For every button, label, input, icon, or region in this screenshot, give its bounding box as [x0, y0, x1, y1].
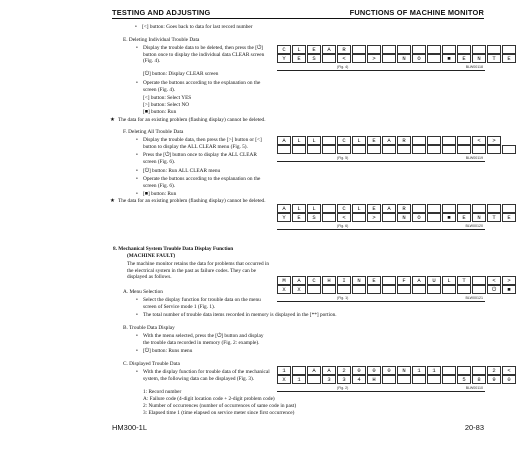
bullet-operate-buttons: • Operate the buttons according to the explanation on the screen (Fig. 4).: [143, 80, 271, 93]
lcd-cell: [382, 54, 396, 63]
lcd-cell: ■: [502, 285, 516, 294]
lcd-cell: 0: [367, 366, 381, 375]
lcd-cell: ■: [442, 213, 456, 222]
lcd-cell: 1: [292, 375, 306, 384]
lcd-cell: R: [337, 45, 351, 54]
lcd-cell: [427, 213, 441, 222]
lcd-figure-2: [277, 366, 511, 392]
lcd-cell: N: [397, 213, 411, 222]
lcd-cell: F: [397, 276, 411, 285]
lcd-cell: [457, 366, 471, 375]
lcd-cell: N: [397, 54, 411, 63]
clear-screen-note: [⏻] button: Display CLEAR screen: [143, 71, 219, 77]
lcd-cell: 0: [382, 366, 396, 375]
lcd-cell: T: [487, 54, 501, 63]
lcd-cell: [382, 375, 396, 384]
page-header: [112, 6, 484, 19]
item-occurrences: 2: Number of occurrences (number of occurrences of same code in past): [143, 403, 297, 409]
lcd-cell: [382, 145, 396, 154]
lcd-cell: [322, 213, 336, 222]
lcd-cell: 5: [457, 375, 471, 384]
figure-label: (Fig. 6): [337, 224, 349, 228]
lcd-row: [277, 136, 496, 144]
lcd-cell: A: [292, 276, 306, 285]
lcd-cell: [427, 204, 441, 213]
lcd-cell: ■: [442, 54, 456, 63]
lcd-cell: 1: [277, 366, 291, 375]
section-8-body: The machine monitor retains the data for problems that occurred in the electrical system in the past as failure codes. They can be displayed as follows.: [127, 261, 270, 281]
lcd-cell: [382, 45, 396, 54]
lcd-cell: R: [397, 136, 411, 145]
lcd-cell: [337, 145, 351, 154]
lcd-cell: A: [412, 276, 426, 285]
lcd-cell: [292, 145, 306, 154]
lcd-cell: <: [502, 366, 516, 375]
lcd-cell: [292, 366, 306, 375]
lcd-cell: E: [292, 54, 306, 63]
lcd-cell: X: [292, 285, 306, 294]
lcd-cell: [427, 375, 441, 384]
lcd-cell: [502, 145, 516, 154]
lcd-cell: [427, 54, 441, 63]
lcd-cell: 3: [322, 375, 336, 384]
lcd-cell: L: [352, 136, 366, 145]
lcd-cell: [502, 45, 516, 54]
lcd-cell: Y: [277, 54, 291, 63]
lcd-cell: E: [367, 204, 381, 213]
section-a-title: A. Menu Selection: [123, 289, 163, 295]
lcd-cell: 8: [472, 375, 486, 384]
lcd-cell: [367, 145, 381, 154]
figure-caption: [277, 222, 485, 229]
lcd-cell: [307, 145, 321, 154]
bullet-displayed-data: • With the display function for trouble data of the mechanical system, the following data can be displayed (Fig. 3).: [143, 369, 271, 382]
lcd-cell: A: [277, 136, 291, 145]
lcd-cell: [442, 136, 456, 145]
lcd-cell: [352, 54, 366, 63]
lcd-cell: Y: [277, 213, 291, 222]
lcd-row: [277, 45, 485, 53]
bullet-back-button: • [<] button: Goes back to data for last record number: [142, 24, 253, 31]
lcd-cell: L: [292, 136, 306, 145]
lcd-cell: [412, 145, 426, 154]
figure-code: BLW00118: [465, 65, 483, 69]
lcd-figure-1: [277, 276, 511, 302]
lcd-cell: T: [457, 276, 471, 285]
lcd-cell: [412, 285, 426, 294]
lcd-cell: >: [367, 54, 381, 63]
lcd-cell: A: [322, 45, 336, 54]
lcd-cell: R: [397, 204, 411, 213]
lcd-cell: 9: [487, 375, 501, 384]
lcd-cell: [487, 145, 501, 154]
lcd-cell: E: [457, 213, 471, 222]
lcd-cell: A: [277, 204, 291, 213]
lcd-cell: [442, 145, 456, 154]
figure-caption: [277, 63, 485, 70]
lcd-cell: [472, 366, 486, 375]
footer-page-number: 20-83: [464, 423, 484, 432]
lcd-figure-6: [277, 204, 511, 230]
lcd-cell: [307, 285, 321, 294]
lcd-cell: 2: [487, 366, 501, 375]
lcd-cell: A: [382, 136, 396, 145]
lcd-cell: [442, 45, 456, 54]
bullet-all-clear-menu: • Display the trouble data, then press the [>] button or [<] button to display the ALL CLEAR menu (Fig. 5).: [143, 137, 271, 150]
lcd-cell: A: [307, 366, 321, 375]
bullet-trouble-display: • With the menu selected, press the [⏻] button and display the trouble data recorded in memory (Fig. 2: example).: [143, 333, 271, 346]
lcd-cell: C: [337, 204, 351, 213]
lcd-cell: [442, 375, 456, 384]
lcd-cell: L: [352, 204, 366, 213]
lcd-cell: [427, 45, 441, 54]
lcd-cell: <: [337, 213, 351, 222]
lcd-cell: [307, 375, 321, 384]
lcd-cell: [427, 136, 441, 145]
lcd-cell: [397, 375, 411, 384]
section-e-title: E. Deleting Individual Trouble Data: [123, 37, 200, 43]
section-8-title: 8. Mechanical System Trouble Data Display Function: [113, 246, 234, 252]
lcd-cell: N: [472, 213, 486, 222]
lcd-cell: <: [487, 276, 501, 285]
lcd-cell: [367, 45, 381, 54]
lcd-cell: >: [487, 136, 501, 145]
lcd-cell: [352, 213, 366, 222]
figure-code: BLW00121: [465, 296, 483, 300]
bullet-display-delete: • Display the trouble data to be deleted, then press the [⏻] button once to display the individual data CLEAR screen (Fig. 4).: [143, 45, 271, 65]
lcd-cell: E: [367, 276, 381, 285]
lcd-cell: L: [307, 136, 321, 145]
lcd-cell: [337, 285, 351, 294]
lcd-cell: M: [277, 276, 291, 285]
lcd-cell: [322, 136, 336, 145]
figure-caption: [277, 384, 485, 391]
lcd-cell: E: [307, 45, 321, 54]
lcd-figure-5: [277, 136, 496, 162]
lcd-cell: H: [367, 375, 381, 384]
lcd-cell: [427, 145, 441, 154]
lcd-cell: [322, 204, 336, 213]
lcd-cell: [457, 45, 471, 54]
lcd-cell: N: [352, 276, 366, 285]
lcd-cell: S: [307, 213, 321, 222]
run-note: [■] button: Run: [143, 109, 177, 115]
lcd-cell: A: [382, 204, 396, 213]
figure-code: BLW00119: [465, 156, 483, 160]
lcd-cell: [277, 145, 291, 154]
lcd-row: [277, 204, 485, 212]
lcd-cell: E: [502, 213, 516, 222]
bullet-runs-menu: • [⏻] button: Runs menu: [143, 348, 192, 355]
lcd-cell: [412, 136, 426, 145]
section-b-title: B. Trouble Data Display: [123, 325, 175, 331]
lcd-cell: I: [337, 276, 351, 285]
lcd-cell: N: [397, 366, 411, 375]
lcd-cell: [352, 145, 366, 154]
lcd-cell: [472, 204, 486, 213]
lcd-row: [277, 54, 511, 62]
lcd-cell: L: [292, 45, 306, 54]
lcd-cell: [502, 204, 516, 213]
lcd-cell: [442, 204, 456, 213]
lcd-row: [277, 285, 511, 293]
bullet-menu-select: • Select the display function for trouble data on the menu screen of Service mode 1 (Fig. 1).: [143, 297, 271, 310]
lcd-cell: [472, 285, 486, 294]
header-chapter-title: FUNCTIONS OF MACHINE MONITOR: [349, 8, 484, 17]
lcd-cell: >: [502, 276, 516, 285]
lcd-cell: E: [292, 213, 306, 222]
bullet-operate-buttons-2: • Operate the buttons according to the explanation on the screen (Fig. 6).: [143, 176, 271, 189]
lcd-cell: 0: [352, 366, 366, 375]
item-elapsed-time: 3: Elapsed time 1 (time elapsed on service meter since first occurrence): [143, 410, 295, 416]
warning-note-1: ★ The data for an existing problem (flashing display) cannot be deleted.: [118, 117, 266, 124]
lcd-row: [277, 276, 511, 284]
lcd-row: [277, 366, 511, 374]
lcd-row: [277, 213, 511, 221]
item-record-number: 1: Record number: [143, 389, 182, 395]
bullet-total-count: • The total number of trouble data items recorded in memory is displayed in the [**] portion.: [143, 312, 337, 319]
warning-note-2: ★ The data for an existing problem (flashing display) cannot be deleted.: [118, 198, 268, 205]
lcd-cell: A: [322, 366, 336, 375]
lcd-cell: [397, 45, 411, 54]
header-section-title: TESTING AND ADJUSTING: [112, 8, 211, 17]
lcd-cell: [427, 285, 441, 294]
lcd-cell: [457, 204, 471, 213]
lcd-cell: [412, 45, 426, 54]
footer-model: HM300-1L: [112, 423, 148, 432]
lcd-cell: L: [307, 204, 321, 213]
lcd-cell: X: [277, 375, 291, 384]
lcd-cell: X: [277, 285, 291, 294]
lcd-cell: 3: [337, 375, 351, 384]
lcd-cell: 0: [502, 375, 516, 384]
lcd-cell: [457, 136, 471, 145]
lcd-cell: [412, 375, 426, 384]
lcd-cell: S: [307, 54, 321, 63]
lcd-cell: <: [337, 54, 351, 63]
lcd-cell: 1: [412, 366, 426, 375]
lcd-cell: 1: [427, 366, 441, 375]
lcd-cell: [412, 204, 426, 213]
lcd-cell: [487, 45, 501, 54]
lcd-cell: H: [322, 276, 336, 285]
lcd-cell: L: [442, 276, 456, 285]
lcd-cell: C: [307, 276, 321, 285]
lcd-cell: ⏻: [487, 285, 501, 294]
section-f-title: F. Deleting All Trouble Data: [123, 129, 184, 135]
figure-code: BLW00110: [465, 386, 483, 390]
lcd-cell: U: [427, 276, 441, 285]
lcd-cell: 4: [352, 375, 366, 384]
lcd-cell: [382, 285, 396, 294]
figure-label: (Fig. 2): [337, 386, 349, 390]
bullet-all-clear-screen: • Press the [⏻] button once to display the ALL CLEAR screen (Fig. 6).: [143, 152, 271, 165]
lcd-cell: E: [457, 54, 471, 63]
item-failure-code: A: Failure code (4-digit location code + 2-digit problem code): [143, 396, 275, 402]
lcd-cell: [322, 285, 336, 294]
lcd-cell: [457, 285, 471, 294]
lcd-cell: [397, 285, 411, 294]
lcd-cell: <: [472, 136, 486, 145]
lcd-cell: >: [367, 213, 381, 222]
lcd-cell: [472, 276, 486, 285]
lcd-cell: [322, 54, 336, 63]
section-8-subtitle: (MACHINE FAULT): [127, 253, 176, 259]
figure-label: (Fig. 4): [337, 65, 349, 69]
lcd-cell: [367, 285, 381, 294]
figure-code: BLW00120: [465, 224, 483, 228]
lcd-cell: [442, 366, 456, 375]
bullet-run-all-clear: • [⏻] button: Run ALL CLEAR menu: [143, 168, 220, 175]
section-c-title: C. Displayed Trouble Data: [123, 361, 180, 367]
figure-caption: [277, 154, 485, 161]
lcd-cell: [487, 204, 501, 213]
figure-label: (Fig. 1): [337, 296, 349, 300]
lcd-cell: [322, 145, 336, 154]
lcd-cell: 2: [337, 366, 351, 375]
select-no-note: [>] button: Select NO: [143, 102, 190, 108]
figure-caption: [277, 294, 485, 301]
lcd-row: [277, 145, 485, 153]
lcd-cell: N: [472, 54, 486, 63]
lcd-cell: C: [277, 45, 291, 54]
lcd-cell: [457, 145, 471, 154]
lcd-cell: [472, 45, 486, 54]
lcd-cell: L: [292, 204, 306, 213]
lcd-cell: [397, 145, 411, 154]
lcd-figure-4: [277, 45, 511, 71]
lcd-cell: [382, 213, 396, 222]
figure-label: (Fig. 5): [337, 156, 349, 160]
lcd-cell: E: [367, 136, 381, 145]
lcd-cell: [472, 145, 486, 154]
lcd-cell: O: [412, 54, 426, 63]
lcd-cell: C: [337, 136, 351, 145]
lcd-cell: O: [412, 213, 426, 222]
lcd-cell: [442, 285, 456, 294]
lcd-row: [277, 375, 511, 383]
select-yes-note: [<] button: Select YES: [143, 95, 192, 101]
bullet-run: • [■] button: Run: [143, 191, 176, 198]
lcd-cell: [352, 285, 366, 294]
lcd-cell: [382, 276, 396, 285]
lcd-cell: E: [502, 54, 516, 63]
lcd-cell: [352, 45, 366, 54]
lcd-cell: T: [487, 213, 501, 222]
